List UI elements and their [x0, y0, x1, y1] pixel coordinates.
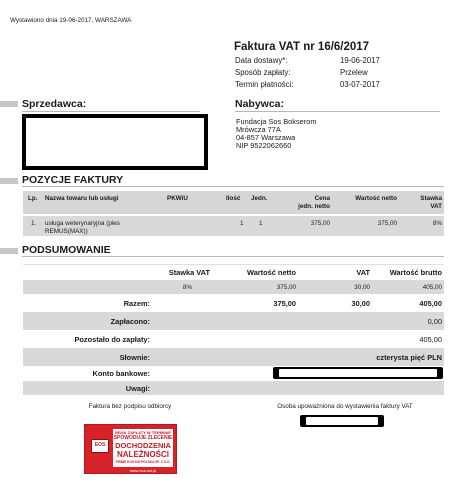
items-section-bar: [0, 178, 18, 184]
items-title: POZYCJE FAKTURY: [22, 174, 124, 186]
invoice-title: Faktura VAT nr 16/6/2017: [234, 41, 370, 53]
item-qty: 1: [240, 220, 244, 227]
collection-warning-stamp: [84, 424, 177, 474]
col-pkwiu: PKWiU: [167, 195, 188, 202]
summary-col-vat: VAT: [356, 268, 370, 277]
col-vat-rate: [405, 195, 442, 211]
payment-due-value: 03-07-2017: [340, 80, 380, 89]
delivery-date-value: 19-06-2017: [340, 56, 380, 65]
summary-col-gross: Wartość brutto: [389, 268, 442, 277]
seller-section-bar: [0, 101, 18, 107]
item-vat-rate: 8%: [432, 220, 442, 227]
stamp-line-2: SPOWODUJE ZLECENIE: [113, 435, 173, 441]
issuer-signature-note: Osoba upoważniona do wystawienia faktury VAT: [277, 403, 413, 410]
summary-col-vat-rate: Stawka VAT: [168, 268, 210, 277]
bank-account-label: Konto bankowe:: [92, 369, 150, 378]
stamp-line-5: FIRMIE EOS KSI POLSKA SP. Z O.O.: [115, 460, 171, 464]
seller-redacted-block: [22, 114, 208, 170]
item-lp: 1.: [31, 220, 37, 227]
stamp-line-4: NALEŻNOŚCI: [117, 450, 169, 459]
items-divider: [22, 186, 444, 187]
col-net: Wartość netto: [355, 195, 397, 202]
stamp-line-3: DOCHODZENIA: [115, 441, 171, 450]
item-net: 375,00: [377, 220, 397, 227]
buyer-city: 04-857 Warszawa: [236, 133, 296, 142]
total-net: 375,00: [273, 299, 296, 308]
eos-logo-icon: [91, 439, 109, 453]
breakdown-net: 375,00: [276, 284, 296, 291]
payment-due-label: Termin płatności:: [235, 80, 294, 89]
col-vat-rate-line2: VAT: [430, 203, 442, 210]
summary-divider: [22, 256, 444, 257]
breakdown-gross: 405,00: [422, 284, 442, 291]
breakdown-vat: 30,00: [354, 284, 370, 291]
buyer-address: [236, 118, 317, 150]
issue-place-date: Wystawiono dnia 19-06-2017, WARSZAWA: [10, 17, 132, 24]
stamp-line-1: BRAK ZAPŁATY W TERMINIE: [115, 430, 171, 435]
issuer-signature-redacted: [300, 415, 384, 427]
bank-account-redacted: [273, 367, 443, 379]
delivery-date-label: Data dostawy*:: [235, 56, 288, 65]
col-price: [285, 195, 330, 211]
summary-section-bar: [0, 248, 18, 254]
seller-title: Sprzedawca:: [22, 98, 87, 110]
buyer-name: Fundacja Sos Bokserom: [236, 117, 317, 126]
in-words-label: Słownie:: [119, 353, 150, 362]
due-label: Pozostało do zapłaty:: [74, 335, 150, 344]
stamp-logo-text: EOS: [94, 442, 106, 448]
recipient-signature-note: Faktura bez podpisu odbiorcy: [88, 403, 172, 410]
breakdown-vat-rate: 8%: [182, 284, 192, 291]
col-vat-rate-line1: Stawka: [420, 195, 442, 202]
total-label: Razem:: [123, 299, 150, 308]
stamp-text-panel: [113, 429, 173, 467]
col-price-line2: jedn. netto: [298, 203, 330, 210]
col-price-line1: Cena: [314, 195, 330, 202]
buyer-tax-id: NIP 9522062660: [236, 141, 292, 150]
total-vat: 30,00: [351, 299, 370, 308]
buyer-title: Nabywca:: [235, 98, 285, 110]
col-lp: Lp.: [28, 195, 38, 202]
item-name-line2: REMUS(MAX)): [45, 228, 88, 235]
paid-label: Zapłacono:: [110, 317, 150, 326]
paid-value: 0,00: [427, 317, 442, 326]
col-name: Nazwa towaru lub usługi: [45, 195, 119, 202]
summary-col-net: Wartość netto: [247, 268, 296, 277]
notes-label: Uwagi:: [125, 384, 150, 393]
payment-method-value: Przelew: [340, 68, 368, 77]
payment-method-label: Sposób zapłaty:: [235, 68, 291, 77]
col-unit: Jedn.: [251, 195, 268, 202]
item-name: [45, 220, 155, 236]
stamp-url: www.eos-ksi.pl: [129, 468, 157, 473]
item-name-line1: usługa weterynaryjna (pies: [45, 220, 120, 227]
seller-divider: [22, 111, 200, 112]
total-gross: 405,00: [419, 299, 442, 308]
due-value: 405,00: [419, 335, 442, 344]
in-words-value: czterysta pięć PLN: [376, 353, 442, 362]
item-price: 375,00: [310, 220, 330, 227]
summary-title: PODSUMOWANIE: [22, 244, 111, 256]
col-qty: Ilość: [226, 195, 241, 202]
buyer-divider: [235, 111, 440, 112]
buyer-street: Mrówcza 77A: [236, 125, 281, 134]
item-unit: 1: [259, 220, 263, 227]
